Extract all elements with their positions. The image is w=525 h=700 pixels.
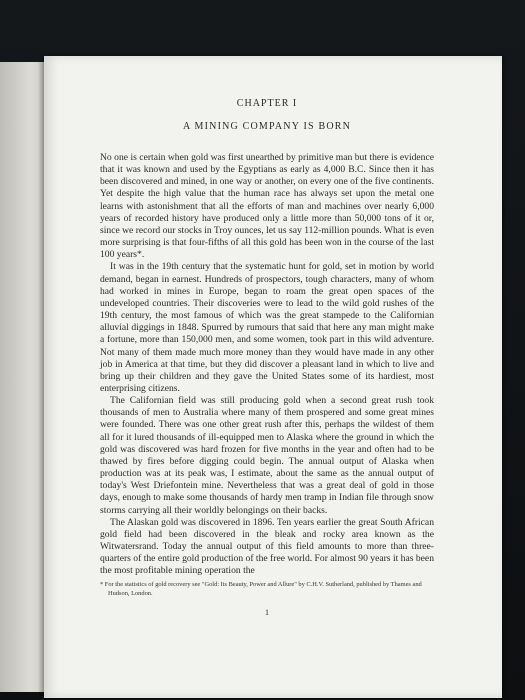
paragraph-3: The Californian field was still producing gold when a second great rush took thousands of men to Australia where many of them prospered and some great mines were founded. There was one other great rush after this, perhaps the wildest of them all for it lured thousands of ill-equipped men to Alaska where the ground in which the gold was discovered was hard frozen for five months in the year and often had to be thawed by fires before digging could begin. The annual output of Alaska when production was at its peak was, I estimate, about the same as the annual output of today's West Driefontein mine. Nevertheless that was a great deal of gold in those days, enough to make some thousands of hardy men tramp in Indian file through snow storms carrying all their worldly belongings on their backs.: [100, 395, 434, 516]
page-text-block: [100, 98, 434, 617]
chapter-label: CHAPTER I: [236, 98, 298, 109]
paragraph-1: No one is certain when gold was first unearthed by primitive man but there is evidence that it was known and used by the Egyptians as early as 4,000 B.C. Since then it has been discovered and mined, in one way or another, on every one of the five continents. Yet despite the high value that the human race has always set upon the metal one learns with astonishment that all the efforts of man and machines over nearly 6,000 years of recorded history have produced only a little more than 50,000 tons of it or, since we record our stocks in Troy ounces, let us say 112-million pounds. What is even more surprising is that four-fifths of all this gold has been won in the course of the last 100 years*.: [100, 152, 434, 261]
chapter-title: A MINING COMPANY IS BORN: [182, 121, 352, 132]
page-number: 1: [265, 607, 269, 617]
book-page: [44, 56, 502, 698]
footnote: * For the statistics of gold recovery see "Gold: Its Beauty, Power and Allure" by C.H.V. Sutherland, published by Thames and Hudson, London.: [100, 581, 422, 597]
paragraph-4: The Alaskan gold was discovered in 1896. Ten years earlier the great South African gold field had been discovered in the bleak and rocky area known as the Witwatersrand. Today the annual output of this field amounts to more than three-quarters of the entire gold production of the free world. For almost 90 years it has been the most profitable mining operation the: [100, 516, 434, 577]
paragraph-2: It was in the 19th century that the systematic hunt for gold, set in motion by world demand, began in earnest. Hundreds of prospectors, tough characters, many of whom had worked in mines in Europe, began to roam the great open spaces of the undeveloped countries. Their discoveries were to lead to the wild gold rushes of the 19th century, the most famous of which was the great stampede to the Californian alluvial diggings in 1848. Spurred by rumours that said that here any man might make a fortune, more than 150,000 men, and some women, took part in this wild adventure. Not many of them made much more money than they would have made in any other job in America at that time, but they did discover a pleasant land in which to live and bring up their children and they gave the United States some of its hardiest, most enterprising citizens.: [100, 261, 434, 394]
